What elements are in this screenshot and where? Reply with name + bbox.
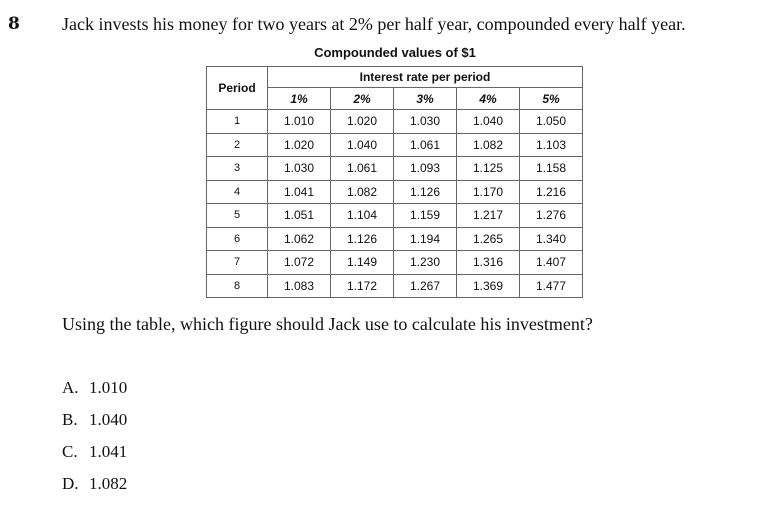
value-cell: 1.051 <box>268 204 331 228</box>
value-cell: 1.020 <box>268 133 331 157</box>
value-cell: 1.103 <box>520 133 583 157</box>
value-cell: 1.030 <box>394 110 457 134</box>
value-cell: 1.061 <box>394 133 457 157</box>
period-cell: 6 <box>207 227 268 251</box>
period-cell: 3 <box>207 157 268 181</box>
period-cell: 5 <box>207 204 268 228</box>
table-row <box>207 251 583 275</box>
period-header: Period <box>207 67 268 110</box>
value-cell: 1.267 <box>394 274 457 298</box>
value-cell: 1.082 <box>331 180 394 204</box>
value-cell: 1.040 <box>457 110 520 134</box>
question-prompt: Using the table, which figure should Jack use to calculate his investment? <box>62 314 593 334</box>
value-cell: 1.040 <box>331 133 394 157</box>
option-d[interactable] <box>62 474 127 506</box>
option-value: 1.041 <box>89 442 128 461</box>
value-cell: 1.041 <box>268 180 331 204</box>
value-cell: 1.172 <box>331 274 394 298</box>
rate-header: Interest rate per period <box>268 67 583 88</box>
value-cell: 1.170 <box>457 180 520 204</box>
value-cell: 1.149 <box>331 251 394 275</box>
table-row <box>207 180 583 204</box>
table-row <box>207 110 583 134</box>
table-row <box>207 133 583 157</box>
period-cell: 8 <box>207 274 268 298</box>
rate-column-header: 2% <box>331 88 394 110</box>
option-value: 1.082 <box>89 474 128 493</box>
option-letter: D. <box>62 474 79 493</box>
value-cell: 1.126 <box>394 180 457 204</box>
value-cell: 1.216 <box>520 180 583 204</box>
answer-options <box>62 378 127 506</box>
rate-column-header: 4% <box>457 88 520 110</box>
table-row <box>207 227 583 251</box>
value-cell: 1.316 <box>457 251 520 275</box>
value-cell: 1.072 <box>268 251 331 275</box>
value-cell: 1.082 <box>457 133 520 157</box>
rate-column-header: 3% <box>394 88 457 110</box>
value-cell: 1.020 <box>331 110 394 134</box>
value-cell: 1.265 <box>457 227 520 251</box>
period-cell: 1 <box>207 110 268 134</box>
value-cell: 1.061 <box>331 157 394 181</box>
question-text: Jack invests his money for two years at 2% per half year, compounded every half year. <box>62 14 686 34</box>
option-b[interactable] <box>62 410 127 442</box>
value-cell: 1.125 <box>457 157 520 181</box>
compound-values-table <box>206 66 583 298</box>
value-cell: 1.159 <box>394 204 457 228</box>
value-cell: 1.276 <box>520 204 583 228</box>
value-cell: 1.062 <box>268 227 331 251</box>
period-cell: 7 <box>207 251 268 275</box>
value-cell: 1.093 <box>394 157 457 181</box>
value-cell: 1.477 <box>520 274 583 298</box>
question-number: 8 <box>8 14 20 34</box>
option-letter: C. <box>62 442 78 461</box>
value-cell: 1.158 <box>520 157 583 181</box>
period-cell: 2 <box>207 133 268 157</box>
option-value: 1.040 <box>89 410 128 429</box>
table-row <box>207 274 583 298</box>
option-c[interactable] <box>62 442 127 474</box>
value-cell: 1.194 <box>394 227 457 251</box>
rate-column-header: 1% <box>268 88 331 110</box>
value-cell: 1.104 <box>331 204 394 228</box>
period-cell: 4 <box>207 180 268 204</box>
option-letter: A. <box>62 378 79 397</box>
value-cell: 1.010 <box>268 110 331 134</box>
option-value: 1.010 <box>89 378 128 397</box>
value-cell: 1.217 <box>457 204 520 228</box>
rate-column-header: 5% <box>520 88 583 110</box>
table-caption: Compounded values of $1 <box>314 45 476 60</box>
value-cell: 1.083 <box>268 274 331 298</box>
value-cell: 1.230 <box>394 251 457 275</box>
option-letter: B. <box>62 410 78 429</box>
value-cell: 1.030 <box>268 157 331 181</box>
value-cell: 1.126 <box>331 227 394 251</box>
value-cell: 1.340 <box>520 227 583 251</box>
value-cell: 1.050 <box>520 110 583 134</box>
value-cell: 1.407 <box>520 251 583 275</box>
table-row <box>207 157 583 181</box>
value-cell: 1.369 <box>457 274 520 298</box>
table-row <box>207 204 583 228</box>
option-a[interactable] <box>62 378 127 410</box>
